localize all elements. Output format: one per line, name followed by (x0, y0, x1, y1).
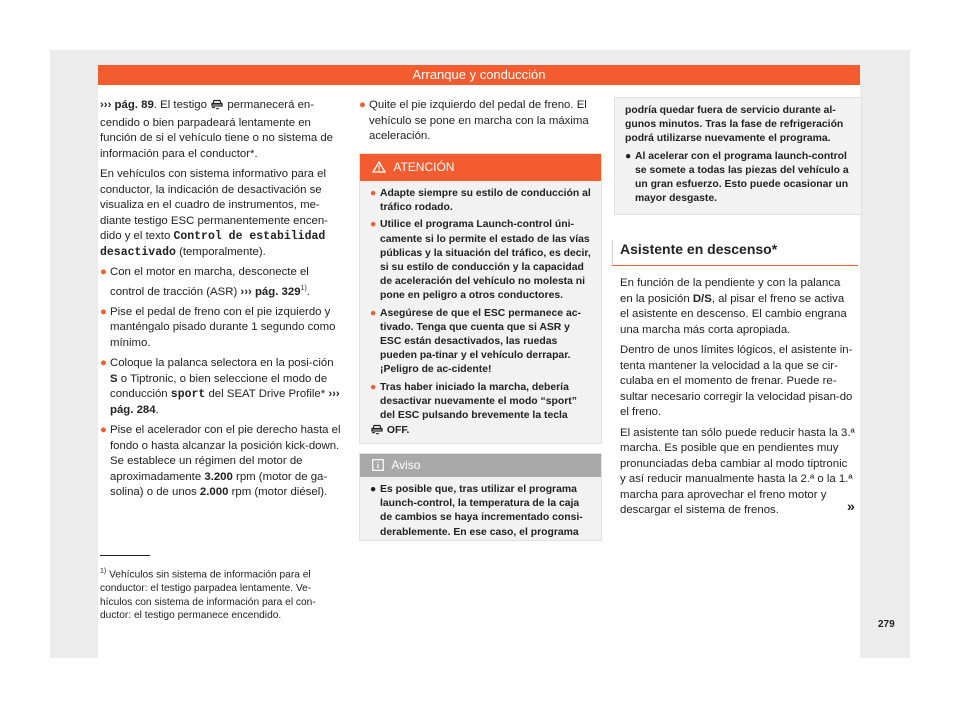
section-paragraph-2: Dentro de unos límites lógicos, el asistente in-tenta mantener la velocidad a la que se cir-culaba en el momento de frenar. Puede re-sultar necesario corregir la velocidad pisan-do el freno. (620, 344, 853, 418)
esc-off-label: OFF. (386, 425, 410, 437)
bullet-dot-icon: ● (370, 381, 377, 393)
left-bullet-2: ● Pise el pedal de freno con el pie izquierdo y manténgalo pisado durante 1 segundo como mínimo. (100, 305, 336, 349)
warning-item: ● Asegúrese de que el ESC permanece ac-tivado. Tenga que cuenta que si ASR y ESC están desactivados, las ruedas pueden pa-tinar y el vehículo derrapar. ¡Peligro de ac-cidente! (370, 307, 581, 376)
bullet-dot-icon: ● (625, 150, 632, 162)
middle-column (359, 98, 601, 150)
bullet-dot-icon: ● (370, 219, 377, 231)
left-bullet-3: ● Coloque la palanca selectora en la posi-ción S o Tiptronic, o bien seleccione el modo de conducción sport del SEAT Drive Profile* ››› pág. 284. (100, 357, 340, 416)
warning-body (360, 181, 601, 440)
note-continuation-box (614, 97, 862, 215)
note-box (359, 453, 602, 541)
section-title-underline (612, 265, 858, 266)
page-reference-link[interactable]: ››› pág. 329 (240, 285, 301, 298)
page-reference-link[interactable]: ››› pág. 284 (110, 388, 340, 416)
left-paragraph-2: En vehículos con sistema informativo para el conductor, la indicación de desactivación se visualiza en el cuadro de instrumentos, me-diante testigo ESC permanentemente encen-dido y el texto Control de estabilidad desactivado (temporalmente). (100, 168, 328, 259)
warning-box (359, 153, 602, 444)
bullet-dot-icon: ● (370, 307, 377, 319)
page-number: 279 (878, 619, 895, 630)
section-title: Asistente en descenso* (620, 241, 778, 257)
section-title-divider (612, 240, 613, 265)
warning-header (360, 154, 601, 181)
info-icon (372, 456, 384, 479)
bullet-dot-icon: ● (100, 305, 107, 318)
note-item: ● Al acelerar con el programa launch-control se somete a todas las piezas del vehículo a un gran esfuerzo. Esto puede ocasionar un mayor desgaste. (625, 150, 849, 205)
bullet-dot-icon: ● (359, 99, 366, 111)
note-continuation-body (615, 98, 861, 206)
bullet-dot-icon: ● (100, 266, 107, 278)
left-paragraph-1: ››› pág. 89. El testigo permanecerá en-cendido o bien parpadeará lentamente en función de si el vehículo tiene o no sistema de información para el conductor*. (100, 99, 334, 160)
left-bullet-1: ● Con el motor en marcha, desconecte el control de tracción (ASR) ››› pág. 329$^{1)}$. (100, 266, 310, 298)
section-paragraph-3: El asistente tan sólo puede reducir hasta la 3.ª marcha. Es posible que en pendientes muy pronunciadas deba cambiar al modo tiptronic y así reducir manualmente hasta la 2.ª o la 1.ª marcha para aprovechar el freno motor y descargar el sistema de frenos. (620, 426, 855, 516)
note-title: Aviso (391, 458, 421, 472)
note-item: ● Es posible que, tras utilizar el programa launch-control, la temperatura de la caja de cambios se haya incrementado consi-derablemente. En ese caso, el programa (370, 484, 583, 538)
footnote-divider (100, 555, 150, 556)
footnote-number: 1) (100, 568, 107, 575)
right-column (620, 276, 856, 524)
left-bullet-4: ● Pise el acelerador con el pie derecho hasta el fondo o hasta alcanzar la posición kick-down. Se establece un régimen del motor de aproximadamente 3.200 rpm (motor de ga-solina) o de unos 2.000 rpm (motor diésel). (100, 424, 341, 499)
bullet-dot-icon: ● (100, 424, 107, 437)
footnote: $^{1)}$ Vehículos sin sistema de información para el conductor: el testigo parpadea lentamente. Ve-hículos con sistema de información para el con-ductor: el testigo permanece encendido. (100, 568, 316, 622)
bullet-dot-icon: ● (370, 484, 377, 495)
warning-item: ● Adapte siempre su estilo de conducción al tráfico rodado. (370, 188, 591, 214)
esc-car-skid-icon (210, 98, 224, 116)
warning-triangle-icon (372, 156, 386, 183)
warning-title: ATENCIÓN (393, 160, 455, 174)
footnote-marker: 1) (300, 284, 307, 292)
bullet-dot-icon: ● (100, 357, 107, 370)
left-column (100, 98, 342, 506)
esc-car-skid-icon (380, 423, 384, 440)
display-text-esc-off: Control de estabilidad desactivado (100, 230, 326, 259)
note-header (360, 454, 601, 477)
chapter-header: Arranque y conducción (98, 65, 860, 85)
warning-item: ● Utilice el programa Launch-control úni-camente si lo permite el estado de las vías públicas y la situación del tráfico, es decir, si su estilo de conducción y la capacidad de aceleración del vehículo no molesta ni pone en peligro a otros conductores. (370, 219, 591, 302)
mid-bullet-1: ● Quite el pie izquierdo del pedal de freno. El vehículo se pone en marcha con la máxima aceleración. (359, 99, 589, 142)
note-continuation-text: podría quedar fuera de servicio durante al-gunos minutos. Tras la fase de refrigeración podrá utilizarse nuevamente el programa. (625, 105, 844, 145)
bullet-dot-icon: ● (370, 188, 377, 199)
continued-arrow-icon: » (847, 498, 855, 514)
page-reference-link[interactable]: ››› pág. 89 (100, 99, 154, 111)
note-body (360, 477, 601, 540)
section-paragraph-1: En función de la pendiente y con la palanca en la posición D/S, al pisar el freno se activa el asistente en descenso. El cambio engrana una marcha más corta apropiada. (620, 277, 847, 336)
warning-item: ● Tras haber iniciado la marcha, debería desactivar nuevamente el modo “sport” del ESC pulsando brevemente la tecla OFF. (370, 381, 593, 441)
